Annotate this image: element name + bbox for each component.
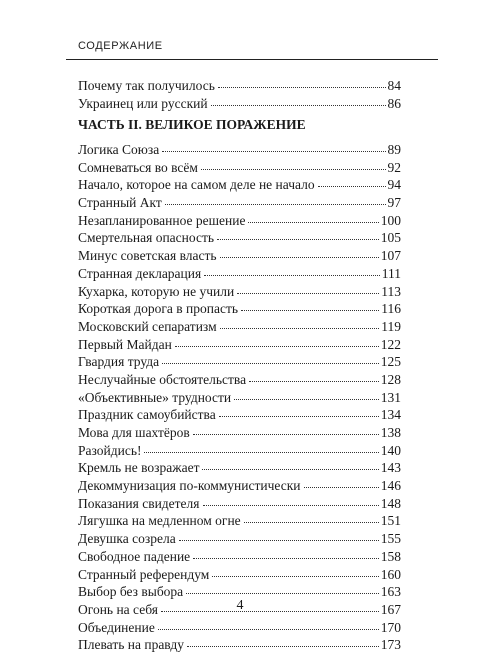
toc-entry [78,300,401,318]
toc-entry-title: Кремль не возражает [78,460,200,476]
toc-entry [78,265,401,283]
toc-entry-title: Первый Майдан [78,336,172,352]
toc-entry-page: 86 [387,95,401,111]
dot-leader [249,381,379,382]
toc-entry [78,566,401,584]
toc-entry [78,176,401,194]
toc-entry-title: Выбор без выбора [78,584,184,600]
toc-entry-page: 134 [380,407,401,423]
toc-entry-title: Кухарка, которую не учили [78,283,235,299]
toc-entry-page: 146 [380,478,401,494]
toc-entry [78,212,401,230]
running-head: СОДЕРЖАНИЕ [78,40,163,52]
toc-entry [78,389,401,407]
toc-entry-title: Показания свидетеля [78,495,200,511]
dot-leader [175,346,379,347]
page-number: 4 [236,598,244,613]
toc-entry [78,77,401,95]
toc-entry-title: Странный референдум [78,566,210,582]
toc-entry-page: 122 [380,336,401,352]
toc-entry-title: Неслучайные обстоятельства [78,371,247,387]
toc-entry-title: Логика Союза [78,142,160,157]
dot-leader [165,204,386,205]
toc-entry [78,229,401,247]
toc-entry-title: Огонь на себя [78,601,158,617]
toc-entry-page: 84 [387,78,401,93]
toc-entry [78,159,401,177]
toc-entry-title: Странный Акт [78,195,162,211]
toc-entry-title: Начало, которое на самом деле не начало [78,177,315,193]
toc-entry-title: Странная декларация [78,265,202,281]
toc-entry-page: 155 [380,531,401,547]
toc-entry-page: 92 [387,159,401,175]
toc-entry-title: Почему так получилось [78,78,215,93]
toc-entry-page: 143 [380,460,401,476]
toc-entry-page: 97 [387,195,401,211]
toc-entry-title: Разойдись! [78,442,142,458]
toc-entry-title: Девушка созрела [78,531,176,547]
toc-entry [78,512,401,530]
toc-entry-page: 100 [380,212,401,228]
toc-entry-title: Московский сепаратизм [78,318,217,334]
dot-leader [211,105,386,106]
dot-leader [158,629,379,630]
toc-entry [78,442,401,460]
dot-leader [186,593,379,594]
dot-leader [248,222,378,223]
toc-entry-page: 151 [380,513,401,529]
toc-entry [78,194,401,212]
dot-leader [162,363,379,364]
toc-entry-page: 140 [380,442,401,458]
dot-leader [193,558,379,559]
toc-entry-page: 107 [380,248,401,264]
dot-leader [193,434,379,435]
toc-entry-page: 89 [387,142,401,157]
toc-entry [78,283,401,301]
toc-entry [78,459,401,477]
toc-entry-page: 119 [381,318,401,334]
toc-entry-title: Сомневаться во всём [78,159,198,175]
toc-entry-title: Свободное падение [78,548,191,564]
dot-leader [234,399,379,400]
dot-leader [202,469,378,470]
dot-leader [179,540,379,541]
toc-entry-page: 105 [380,230,401,246]
toc-entry-page: 128 [380,371,401,387]
header-rule [66,59,438,60]
dot-leader [318,186,386,187]
toc-entry-title: Плевать на правду [78,637,184,653]
toc-entry [78,95,401,113]
dot-leader [220,257,379,258]
toc-entry-page: 170 [380,619,401,635]
dot-leader [187,646,379,647]
toc-entry-page: 138 [380,425,401,440]
toc-entry [78,495,401,513]
section-heading: ЧАСТЬ II. ВЕЛИКОЕ ПОРАЖЕНИЕ [78,117,306,132]
toc-entry-page: 167 [380,601,401,617]
dot-leader [162,151,385,152]
dot-leader [237,293,379,294]
dot-leader [217,239,379,240]
toc-section-entries [78,141,401,654]
dot-leader [218,87,386,88]
toc-entry-title: Праздник самоубийства [78,407,216,423]
toc-entry [78,619,401,637]
toc-entry [78,336,401,354]
toc-entry-page: 131 [380,389,401,405]
toc-preceding-entries [78,77,401,112]
toc-entry-page: 113 [381,283,401,299]
dot-leader [201,169,386,170]
dot-leader [212,576,378,577]
toc-entry [78,371,401,389]
dot-leader [241,310,379,311]
toc-entry-page: 125 [380,354,401,370]
toc-entry-title: Украинец или русский [78,95,208,111]
dot-leader [219,416,379,417]
toc-entry [78,636,401,654]
toc-entry [78,141,401,159]
toc-entry [78,406,401,424]
toc-entry-title: Мова для шахтёров [78,425,190,440]
toc-entry-page: 148 [380,495,401,511]
toc-entry [78,477,401,495]
toc-entry-page: 173 [380,637,401,653]
dot-leader [144,452,378,453]
toc-entry-page: 163 [380,584,401,600]
toc-entry-page: 111 [381,265,401,281]
toc-entry [78,424,401,442]
dot-leader [203,505,379,506]
toc-entry-page: 116 [381,301,401,317]
toc-entry [78,318,401,336]
toc-entry-title: Смертельная опасность [78,230,215,246]
toc-entry-title: Незапланированное решение [78,212,246,228]
toc-entry-title: Короткая дорога в пропасть [78,301,238,317]
toc-entry-title: Минус советская власть [78,248,217,264]
toc-entry-title: Объединение [78,619,155,635]
toc-entry [78,247,401,265]
toc-entry-title: «Объективные» трудности [78,389,232,405]
toc-entry-page: 158 [380,548,401,564]
toc-entry-page: 94 [387,177,401,193]
toc-entry-page: 160 [380,566,401,582]
toc-entry-title: Лягушка на медленном огне [78,513,241,529]
toc-entry [78,530,401,548]
toc-entry-title: Декоммунизация по-коммунистически [78,478,301,494]
toc-entry [78,353,401,371]
dot-leader [204,275,380,276]
dot-leader [220,328,380,329]
toc-entry-title: Гвардия труда [78,354,160,370]
dot-leader [244,522,379,523]
dot-leader [304,487,379,488]
toc-entry [78,548,401,566]
